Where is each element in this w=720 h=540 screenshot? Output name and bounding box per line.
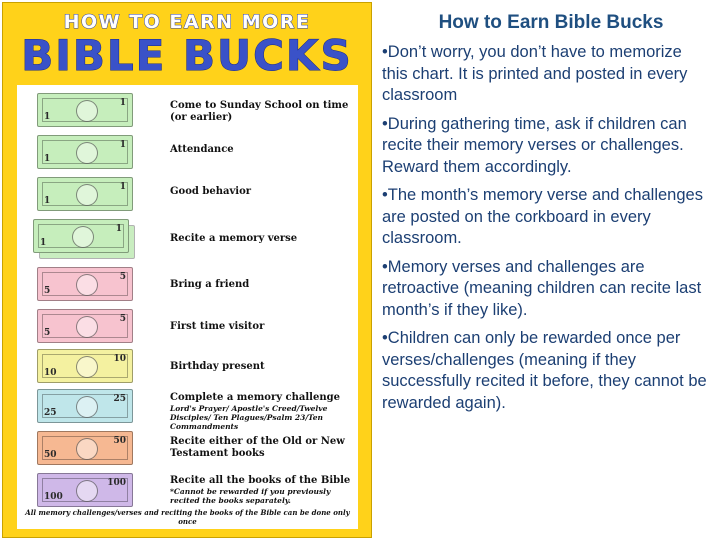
reward-label: Good behavior	[170, 186, 252, 197]
bullet-list	[382, 42, 712, 414]
reward-label: Attendance	[170, 144, 234, 155]
bullet-item: •During gathering time, ask if children can recite their memory verses or challenges. Reward them accordingly.	[382, 114, 687, 176]
twenty-five-buck-bill-icon: 25 25	[37, 389, 133, 423]
poster-title: BIBLE BUCKS	[21, 31, 353, 80]
reward-label: Recite a memory verse	[170, 233, 298, 244]
reward-label: Recite either of the Old or New Testament books	[170, 436, 345, 459]
slide-title: How to Earn Bible Bucks	[438, 12, 664, 33]
reward-label-note: Lord's Prayer/ Apostle's Creed/Twelve Disciples/ Ten Plagues/Psalm 23/Ten Commandments	[170, 404, 328, 431]
hundred-buck-bill-icon: 100 100	[37, 473, 133, 507]
reward-label-text: Complete a memory challenge	[170, 392, 340, 403]
bullet-item: •Don’t worry, you don’t have to memorize this chart. It is printed and posted in every classroom	[382, 43, 688, 104]
fifty-buck-bill-icon: 50 50	[37, 431, 133, 465]
one-buck-bill-icon: 1 1	[37, 135, 133, 169]
bullet-item: •The month’s memory verse and challenges are posted on the corkboard in every classroom.	[382, 186, 703, 247]
reward-label	[170, 475, 355, 505]
reward-label	[170, 392, 355, 431]
bible-bucks-poster	[2, 2, 372, 538]
reward-label-note: *Cannot be rewarded if you previously recited the books separately.	[170, 487, 331, 505]
ten-buck-bill-icon: 10 10	[37, 349, 133, 383]
reward-label: First time visitor	[170, 321, 265, 332]
five-buck-bill-icon: 5 5	[37, 267, 133, 301]
reward-label: Birthday present	[170, 361, 265, 372]
reward-label-text: Recite all the books of the Bible	[170, 475, 351, 486]
one-buck-bill-icon: 1 1	[37, 93, 133, 127]
poster-subtitle: HOW TO EARN MORE	[63, 11, 311, 33]
reward-label: Bring a friend	[170, 279, 250, 290]
reward-label: Come to Sunday School on time (or earlier)	[170, 100, 349, 123]
one-buck-bill-icon: 1 1	[37, 177, 133, 211]
poster-footnote: All memory challenges/verses and reciting the books of the Bible can be done only once	[25, 508, 350, 526]
five-buck-bill-icon: 5 5	[37, 309, 133, 343]
slide-text-column	[382, 12, 712, 421]
reward-chart	[17, 85, 358, 529]
bullet-item: •Children can only be rewarded once per verses/challenges (meaning if they successfully recited it before, they cannot be rewarded again).	[382, 329, 707, 412]
bullet-item: •Memory verses and challenges are retroactive (meaning children can recite last month’s if they like).	[382, 257, 702, 319]
one-buck-bill-stack-icon: 1 1	[33, 219, 129, 253]
